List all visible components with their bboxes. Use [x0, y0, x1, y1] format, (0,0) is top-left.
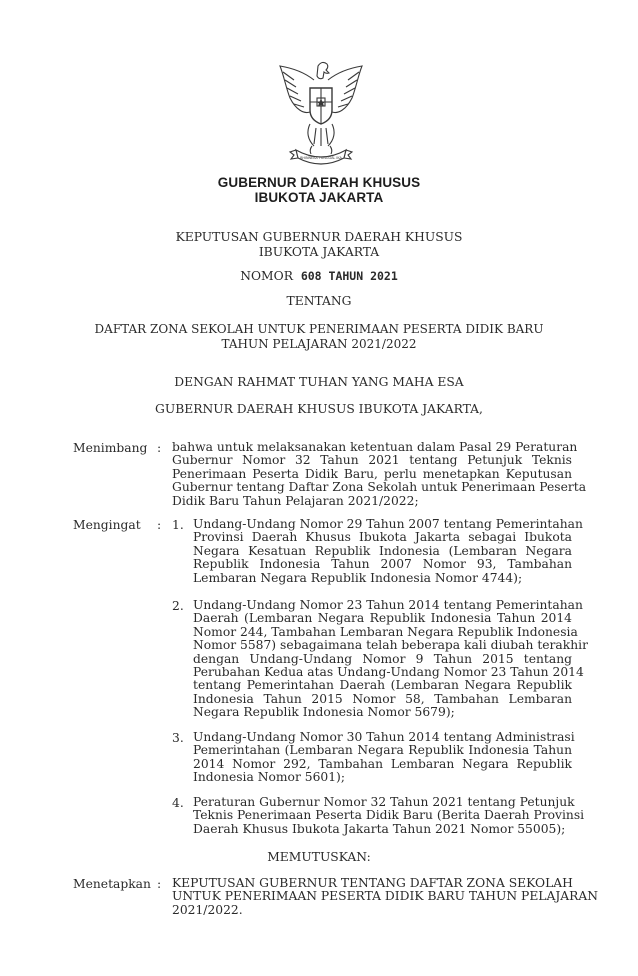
decree-number — [0, 268, 638, 284]
text-line: Teknis Penerimaan Peserta Didik Baru (Berita Daerah Provinsi — [193, 808, 585, 823]
mengingat-item-2 — [193, 598, 588, 720]
text-line: Nomor 5587) sebagaimana telah beberapa kali diubah terakhir — [193, 638, 588, 653]
text-line: Negara Kesatuan Republik Indonesia (Lembaran Negara — [193, 543, 572, 558]
mengingat-item-number: 3. — [172, 731, 184, 745]
mengingat-colon: : — [157, 518, 162, 532]
rahmat-line: DENGAN RAHMAT TUHAN YANG MAHA ESA — [174, 375, 464, 389]
text-line: Penerimaan Peserta Didik Baru, perlu menetapkan Keputusan — [172, 466, 572, 481]
text-line: Didik Baru Tahun Pelajaran 2021/2022; — [172, 493, 419, 508]
menimbang-text — [172, 440, 587, 508]
text-line: bahwa untuk melaksanakan ketentuan dalam Pasal 29 Peraturan — [172, 440, 578, 454]
text-line: Undang-Undang Nomor 30 Tahun 2014 tentang Administrasi — [193, 730, 575, 744]
letterhead-line1: GUBERNUR DAERAH KHUSUS — [217, 175, 421, 190]
mengingat-item-number: 2. — [172, 599, 184, 613]
gubernur-line: GUBERNUR DAERAH KHUSUS IBUKOTA JAKARTA, — [155, 402, 483, 416]
text-line: Daerah (Lembaran Negara Republik Indonesia Tahun 2014 — [193, 611, 572, 626]
text-line: 2021/2022. — [172, 902, 243, 917]
decree-title-line1: KEPUTUSAN GUBERNUR DAERAH KHUSUS — [175, 230, 463, 244]
text-line: Provinsi Daerah Khusus Ibukota Jakarta sebagai Ibukota — [193, 530, 572, 545]
mengingat-item-3 — [193, 730, 575, 785]
text-line: tentang Pemerintahan Daerah (Lembaran Negara Republik — [193, 678, 572, 693]
menetapkan-label: Menetapkan — [73, 877, 151, 891]
text-line: Negara Republik Indonesia Nomor 5679); — [193, 705, 455, 720]
text-line: Peraturan Gubernur Nomor 32 Tahun 2021 tentang Petunjuk — [193, 795, 575, 809]
mengingat-item-1 — [193, 517, 583, 585]
subject-line1: DAFTAR ZONA SEKOLAH UNTUK PENERIMAAN PESERTA DIDIK BARU — [94, 322, 544, 336]
mengingat-item-number: 1. — [172, 518, 184, 532]
text-line: Indonesia Nomor 5601); — [193, 770, 345, 785]
letterhead-line2: IBUKOTA JAKARTA — [254, 190, 384, 205]
text-line: KEPUTUSAN GUBERNUR TENTANG DAFTAR ZONA SEKOLAH — [172, 876, 573, 890]
nomor-label: NOMOR — [240, 269, 293, 283]
mengingat-item-4 — [193, 795, 585, 836]
menetapkan-colon: : — [157, 877, 162, 891]
text-line: Indonesia Tahun 2015 Nomor 58, Tambahan Lembaran — [193, 691, 572, 706]
text-line: dengan Undang-Undang Nomor 9 Tahun 2015 tentang — [193, 651, 572, 666]
mengingat-item-number: 4. — [172, 796, 184, 810]
text-line: Gubernur Nomor 32 Tahun 2021 tentang Petunjuk Teknis — [172, 453, 572, 468]
menimbang-colon: : — [157, 441, 162, 455]
text-line: Gubernur tentang Daftar Zona Sekolah untuk Penerimaan Peserta — [172, 480, 587, 495]
subject-line2: TAHUN PELAJARAN 2021/2022 — [221, 337, 417, 351]
text-line: Perubahan Kedua atas Undang-Undang Nomor 23 Tahun 2014 — [193, 665, 584, 680]
menetapkan-text — [172, 876, 599, 917]
mengingat-label: Mengingat — [73, 518, 141, 532]
text-line: Pemerintahan (Lembaran Negara Republik Indonesia Tahun — [193, 743, 572, 758]
text-line: Undang-Undang Nomor 29 Tahun 2007 tentang Pemerintahan — [193, 517, 583, 531]
text-line: 2014 Nomor 292, Tambahan Lembaran Negara Republik — [193, 756, 572, 771]
decree-title-line2: IBUKOTA JAKARTA — [258, 245, 380, 259]
text-line: Undang-Undang Nomor 23 Tahun 2014 tentang Pemerintahan — [193, 598, 583, 612]
garuda-emblem-icon — [274, 58, 368, 170]
nomor-value: 608 TAHUN 2021 — [300, 269, 398, 283]
emblem-banner-text: BHINNEKA TUNGGAL IKA — [300, 156, 342, 160]
menimbang-label: Menimbang — [73, 441, 148, 455]
text-line: Nomor 244, Tambahan Lembaran Negara Republik Indonesia — [193, 624, 578, 639]
text-line: Daerah Khusus Ibukota Jakarta Tahun 2021 Nomor 55005); — [193, 821, 566, 836]
text-line: Lembaran Negara Republik Indonesia Nomor 4744); — [193, 570, 523, 585]
tentang-heading: TENTANG — [286, 294, 352, 308]
text-line: Republik Indonesia Tahun 2007 Nomor 93, Tambahan — [193, 557, 572, 572]
text-line: UNTUK PENERIMAAN PESERTA DIDIK BARU TAHUN PELAJARAN — [172, 889, 599, 904]
memutuskan-heading: MEMUTUSKAN: — [267, 850, 371, 864]
